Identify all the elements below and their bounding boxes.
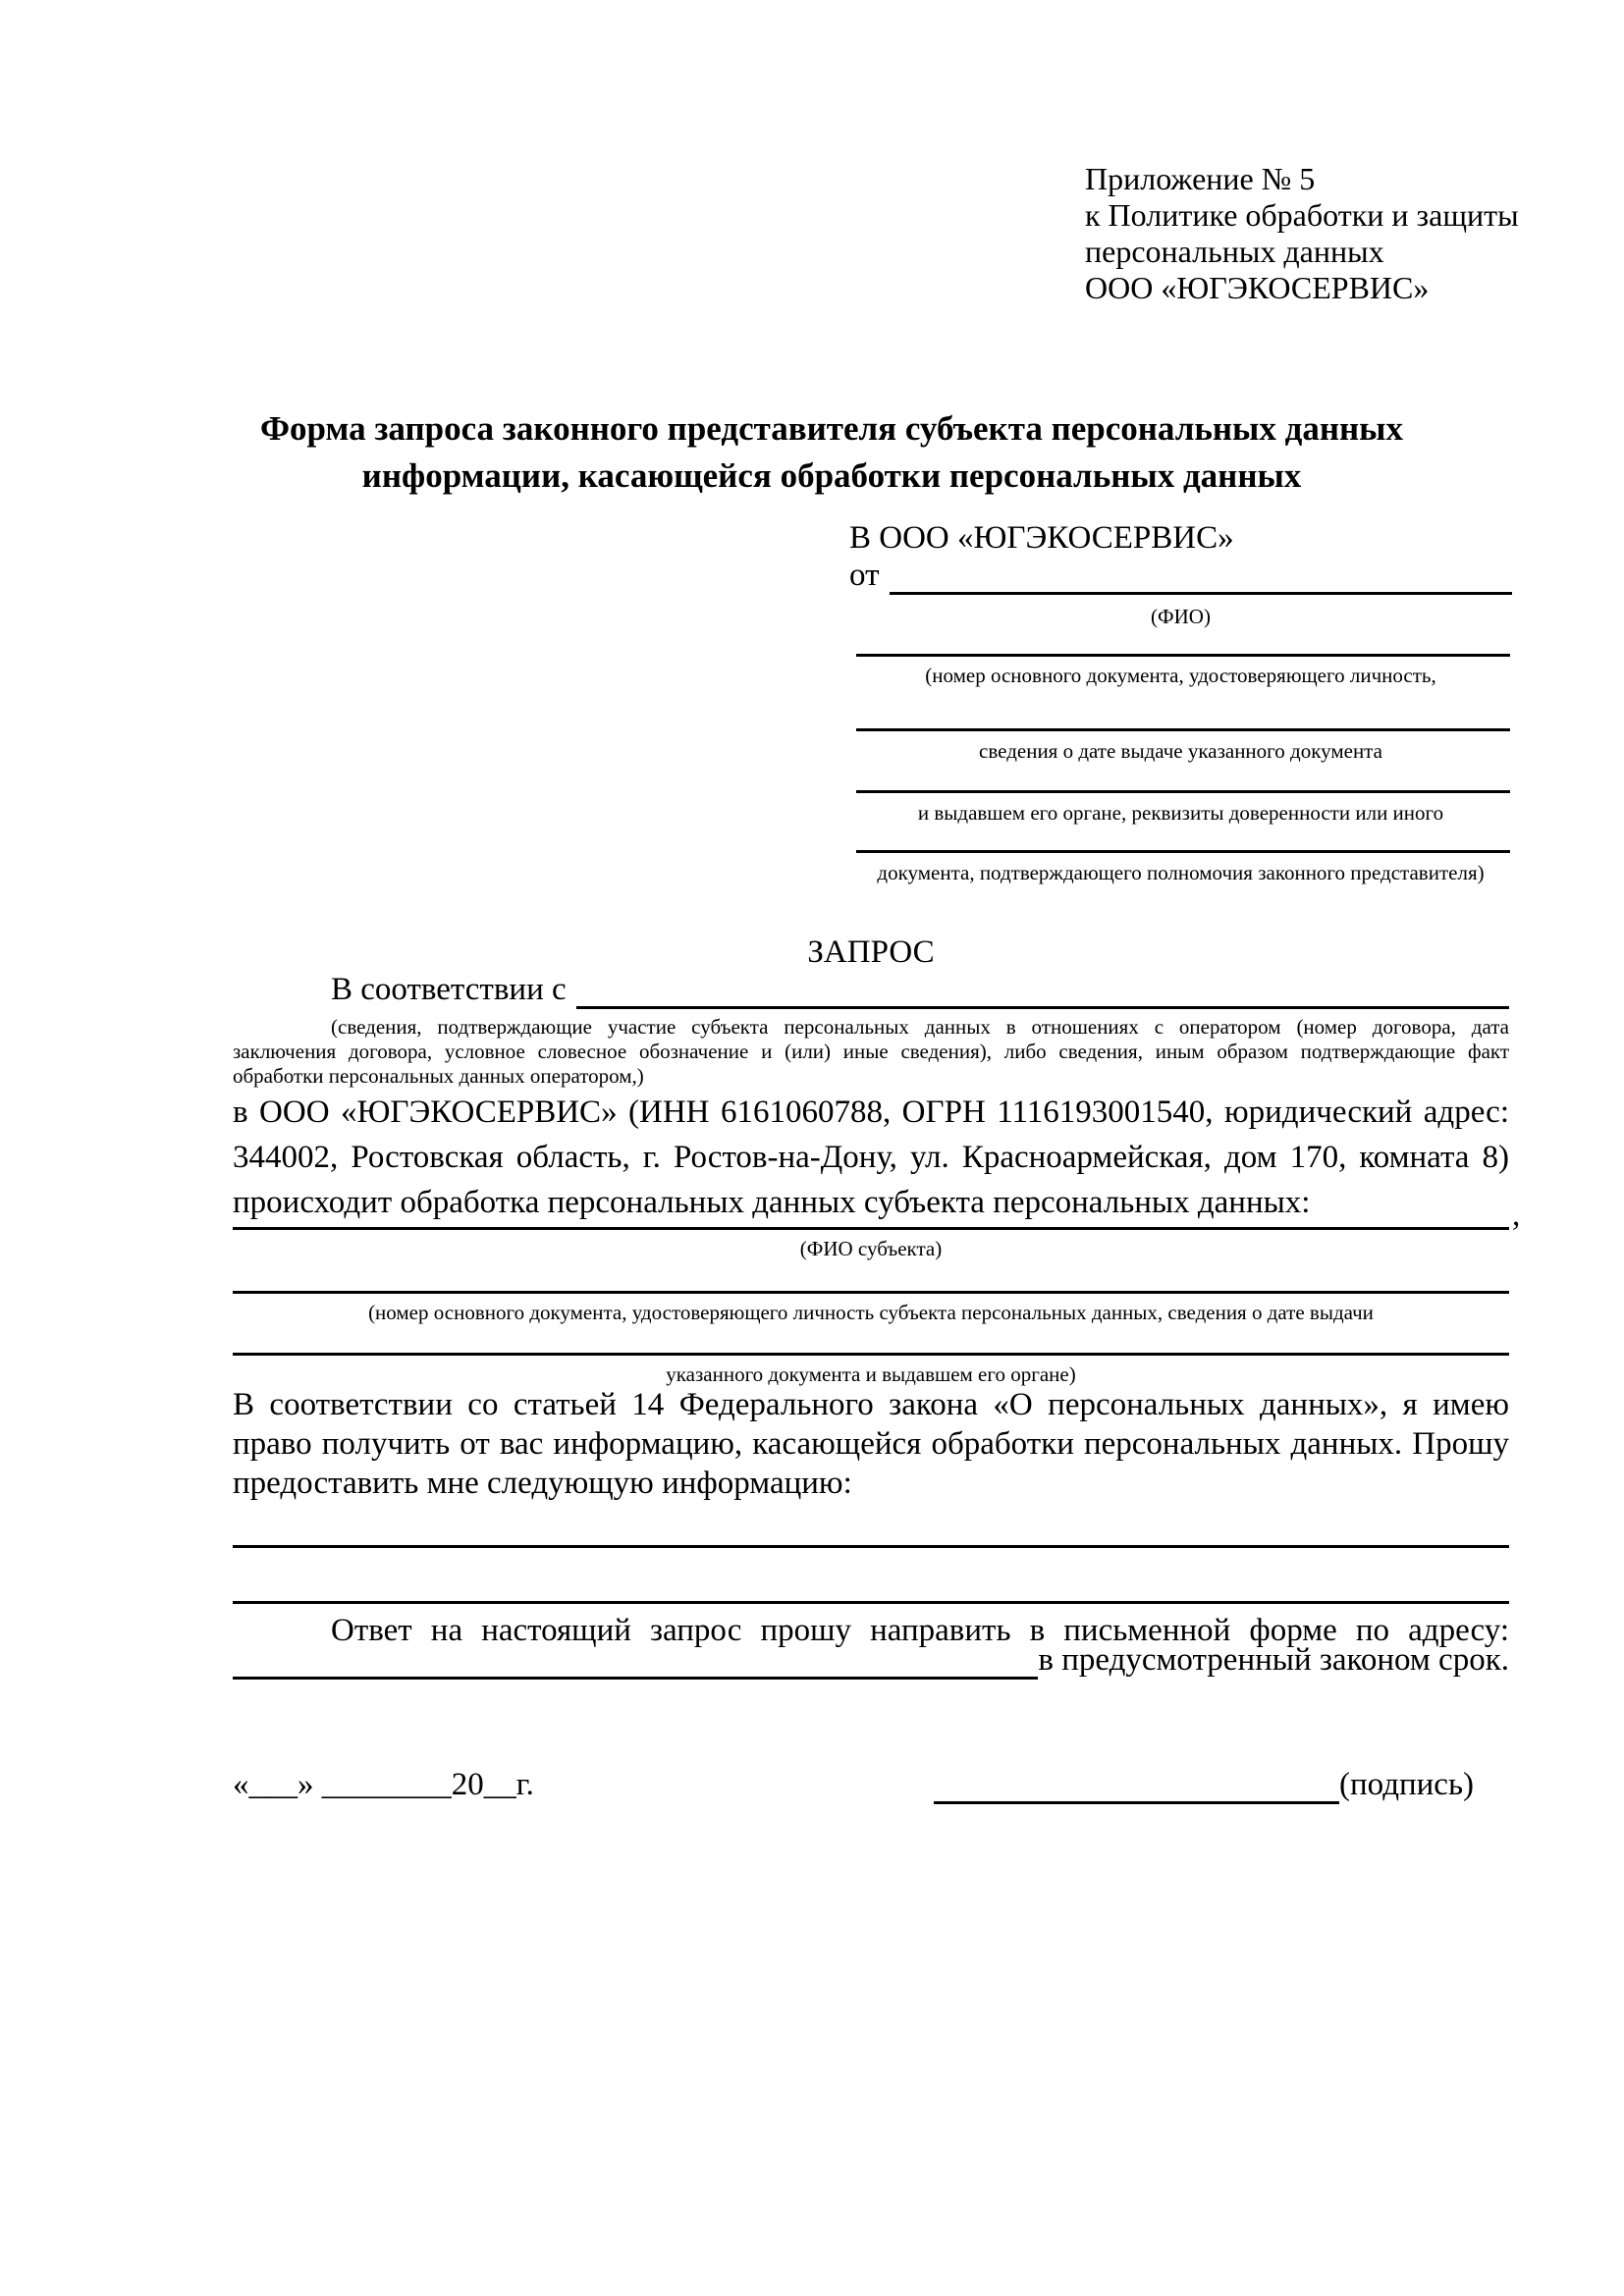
subject-fio-field-line[interactable] [233, 1227, 1509, 1230]
authority-doc-field-line[interactable] [856, 850, 1510, 853]
law-line: предоставить мне следующую информацию: [233, 1466, 852, 1501]
basis-caption [233, 1015, 1509, 1089]
fio-caption: (ФИО) [1151, 605, 1211, 628]
representative-doc-caption-2: сведения о дате выдаче указанного документа [979, 739, 1382, 763]
subject-doc-caption-1: (номер основного документа, удостоверяющего личность субъекта персональных данных, сведения о дате выдачи [368, 1301, 1374, 1324]
subject-doc-caption-2: указанного документа и выдавшем его органе) [666, 1362, 1076, 1386]
representative-doc-caption-1: (номер основного документа, удостоверяющего личность, [925, 664, 1436, 687]
basis-caption-line: (сведения, подтверждающие участие субъекта персональных данных в отношениях с оператором (номер договора, дата [331, 1015, 1509, 1039]
reply-line-2-suffix: в предусмотренный законом срок. [1038, 1642, 1509, 1678]
appendix-block [1085, 161, 1522, 306]
appendix-line: ООО «ЮГЭКОСЕРВИС» [1085, 270, 1430, 305]
operator-line: происходит обработка персональных данных субъекта персональных данных: [233, 1185, 1311, 1220]
requested-info-field-line-2[interactable] [233, 1601, 1509, 1604]
operator-line: 344002, Ростовская область, г. Ростов-на-Дону, ул. Красноармейская, дом 170, комната 8) [233, 1140, 1509, 1175]
representative-doc-field-line[interactable] [856, 654, 1510, 657]
basis-caption-line: заключения договора, условное словесное обозначение и (или) иные сведения), либо сведения, иным образом подтверждающие факт [233, 1040, 1509, 1063]
signature-field-line[interactable] [934, 1772, 1339, 1804]
date-blank[interactable]: «___» ________20__г. [233, 1767, 534, 1802]
requested-info-field-line-1[interactable] [233, 1545, 1509, 1548]
footer-row [233, 1765, 1509, 1804]
title-line-1: Форма запроса законного представителя субъекта персональных данных [260, 409, 1403, 448]
basis-label: В соответствии с [331, 972, 567, 1007]
operator-paragraph [233, 1090, 1509, 1225]
reply-line-1: Ответ на настоящий запрос прошу направить в письменной форме по адресу: [331, 1613, 1509, 1648]
operator-line: в ООО «ЮГЭКОСЕРВИС» (ИНН 6161060788, ОГРН 1116193001540, юридический адрес: [233, 1095, 1509, 1130]
from-fio-field-line[interactable] [890, 591, 1513, 595]
representative-doc-caption-4: документа, подтверждающего полномочия законного представителя) [877, 861, 1485, 884]
law-line: право получить от вас информацию, касающейся обработки персональных данных. Прошу [233, 1426, 1509, 1462]
title-line-2: информации, касающейся обработки персональных данных [361, 456, 1302, 495]
addressee-to: В ООО «ЮГЭКОСЕРВИС» [849, 520, 1234, 556]
signature-caption: (подпись) [1339, 1767, 1474, 1802]
signature-group [934, 1765, 1474, 1804]
representative-doc-caption-3: и выдавшем его органе, реквизиты доверенности или иного [917, 801, 1444, 825]
law-paragraph [233, 1385, 1509, 1503]
appendix-line: Приложение № 5 [1085, 161, 1316, 196]
law-line: В соответствии со статьей 14 Федерального закона «О персональных данных», я имею [233, 1387, 1509, 1422]
request-heading: ЗАПРОС [807, 934, 935, 970]
reply-address-row [233, 1644, 1509, 1680]
from-row [849, 560, 1512, 595]
basis-field-line[interactable] [576, 1005, 1509, 1009]
subject-comma: , [1512, 1198, 1521, 1233]
appendix-line: персональных данных [1085, 234, 1384, 269]
basis-row [233, 974, 1509, 1009]
reply-address-field-line[interactable] [233, 1676, 1038, 1680]
subject-fio-caption: (ФИО субъекта) [799, 1237, 943, 1260]
subject-doc-field-line[interactable] [233, 1291, 1509, 1294]
subject-doc-issuer-field-line[interactable] [233, 1353, 1509, 1356]
from-label: от [849, 558, 880, 593]
basis-caption-line: обработки персональных данных оператором,) [233, 1064, 644, 1088]
doc-issue-date-field-line[interactable] [856, 728, 1510, 731]
appendix-line: к Политике обработки и защиты [1085, 197, 1519, 233]
document-title [174, 405, 1489, 500]
doc-issuer-field-line[interactable] [856, 790, 1510, 793]
